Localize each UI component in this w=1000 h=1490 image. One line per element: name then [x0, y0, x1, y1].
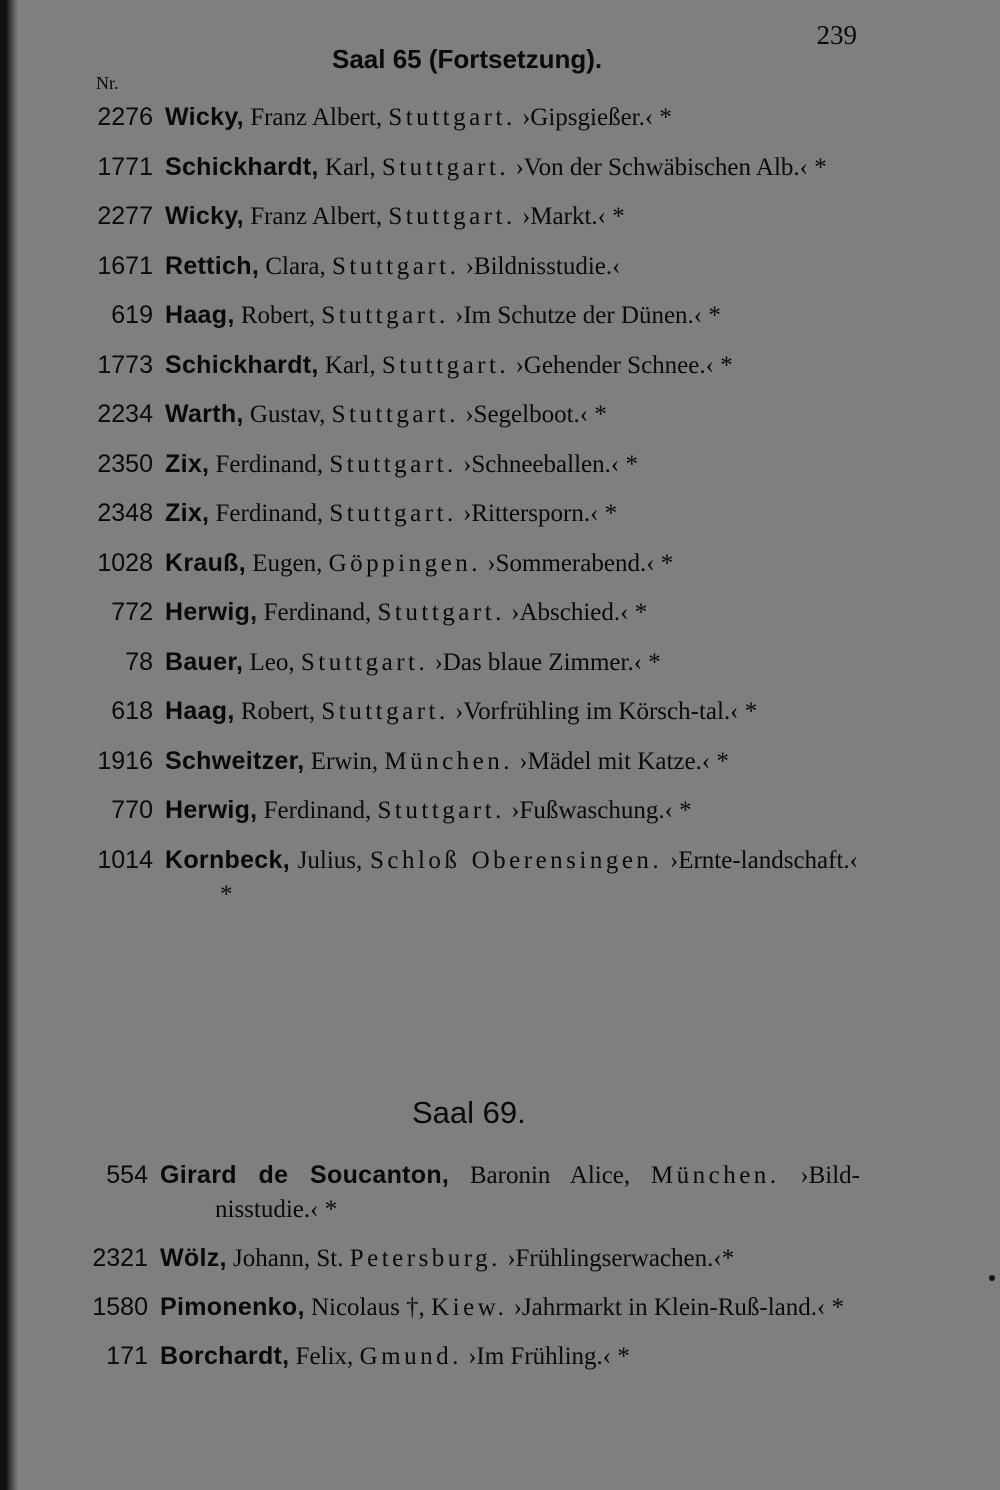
catalog-entry	[0, 595, 1000, 630]
artist-details: Karl,	[318, 153, 382, 181]
artist-details: Julius,	[289, 846, 370, 874]
artwork-title: ›Von der Schwäbischen Alb.‹ *	[509, 153, 827, 181]
artist-name: Schickhardt,	[165, 152, 319, 181]
artist-city: Petersburg.	[349, 1245, 501, 1272]
artwork-title: ›Mädel mit Katze.‹ *	[513, 747, 729, 775]
artist-details: Robert,	[234, 698, 322, 725]
artist-name: Schickhardt,	[165, 350, 319, 379]
catalog-entry	[0, 1290, 1000, 1325]
artwork-title: ›Rittersporn.‹ *	[456, 500, 618, 527]
artist-details: Nicolaus †,	[304, 1294, 432, 1321]
entry-number: 1671	[97, 251, 153, 280]
catalog-entry	[0, 694, 1000, 729]
entry-number: 1580	[92, 1293, 148, 1321]
page-speck	[989, 1275, 995, 1281]
artist-city: München.	[650, 1162, 780, 1189]
catalog-entry	[0, 150, 1000, 185]
artist-city: Stuttgart.	[377, 599, 505, 626]
artist-details: Baronin Alice,	[449, 1162, 651, 1189]
entry-number: 78	[125, 647, 153, 676]
artist-city: Stuttgart.	[388, 203, 516, 230]
entry-number: 2350	[97, 449, 153, 478]
catalog-entry	[0, 348, 1000, 383]
artwork-title: ›Markt.‹ *	[515, 203, 625, 230]
artwork-title: ›Abschied.‹ *	[504, 599, 648, 626]
artist-city: Stuttgart.	[300, 648, 429, 676]
artist-name: Haag,	[165, 697, 235, 725]
artist-name: Pimonenko,	[160, 1293, 305, 1321]
catalog-entry	[0, 793, 1000, 828]
artist-name: Warth,	[165, 400, 244, 428]
artist-city: Stuttgart.	[331, 252, 460, 280]
entry-number: 554	[106, 1161, 148, 1189]
catalog-section-saal-65	[0, 100, 1000, 926]
artist-name: Wicky,	[165, 103, 244, 131]
catalog-entry	[0, 1158, 1000, 1227]
catalog-entry	[0, 199, 1000, 234]
artist-details: Eugen,	[245, 549, 329, 577]
entry-number: 770	[111, 796, 153, 824]
catalog-entry	[0, 496, 1000, 531]
artist-details: Clara,	[259, 252, 332, 280]
artist-name: Schweitzer,	[165, 746, 305, 775]
artist-city: Göppingen.	[328, 549, 481, 577]
artwork-title: ›Jahrmarkt in Klein-Ruß-land.‹ *	[507, 1294, 845, 1321]
artwork-title: ›Bild-nisstudie.‹ *	[215, 1162, 861, 1223]
artwork-title: ›Im Schutze der Dünen.‹ *	[448, 302, 721, 329]
artist-city: Stuttgart.	[377, 797, 505, 824]
catalog-section-saal-69	[0, 1158, 1000, 1388]
artist-name: Bauer,	[165, 647, 244, 676]
artist-city: Stuttgart.	[381, 153, 510, 181]
entry-number: 2321	[92, 1244, 148, 1272]
catalog-entry	[0, 298, 1000, 333]
artwork-title: ›Ernte-landschaft.‹ *	[220, 846, 858, 908]
artwork-title: ›Schneeballen.‹ *	[456, 450, 638, 478]
catalog-entry	[0, 843, 1000, 912]
catalog-entry	[0, 397, 1000, 432]
catalog-entry	[0, 546, 1000, 581]
entry-number: 1028	[97, 548, 153, 577]
column-label: Nr.	[96, 73, 119, 93]
artist-name: Rettich,	[165, 251, 260, 280]
artist-city: Stuttgart.	[388, 104, 516, 131]
artist-name: Wicky,	[165, 202, 244, 230]
section-heading: Saal 65 (Fortsetzung).	[332, 44, 603, 74]
artist-name: Herwig,	[165, 796, 258, 824]
entry-number: 1771	[97, 152, 153, 181]
section-heading: Saal 69.	[412, 1095, 526, 1130]
artist-details: Ferdinand,	[257, 599, 378, 626]
artist-details: Ferdinand,	[209, 500, 330, 527]
artist-city: Stuttgart.	[329, 500, 457, 527]
artist-name: Girard de Soucanton,	[160, 1161, 450, 1189]
artist-city: Kiew.	[431, 1294, 508, 1321]
artist-details: Franz Albert,	[243, 104, 389, 131]
artist-city: Schloß Oberensingen.	[369, 846, 663, 874]
artist-details: Gustav,	[243, 401, 332, 428]
artist-name: Zix,	[165, 499, 210, 527]
entry-number: 2234	[97, 400, 153, 428]
artist-details: Karl,	[318, 351, 382, 379]
artwork-title: ›Frühlingserwachen.‹*	[500, 1245, 735, 1272]
entry-number: 619	[111, 301, 153, 329]
artist-details: Ferdinand,	[209, 450, 330, 478]
artist-name: Wölz,	[160, 1244, 227, 1272]
artwork-title: ›Bildnisstudie.‹	[459, 252, 621, 280]
artist-details: Robert,	[234, 302, 322, 329]
entry-number: 772	[111, 598, 153, 626]
artwork-title: ›Das blaue Zimmer.‹ *	[428, 648, 661, 676]
artist-name: Haag,	[165, 301, 235, 329]
catalog-entry	[0, 1241, 1000, 1276]
artist-city: Stuttgart.	[331, 401, 459, 428]
catalog-entry	[0, 744, 1000, 779]
page-number: 239	[816, 20, 857, 50]
artist-name: Kornbeck,	[165, 845, 290, 874]
catalog-entry	[0, 1339, 1000, 1374]
artist-city: Stuttgart.	[321, 302, 449, 329]
artist-name: Zix,	[165, 449, 210, 478]
artist-details: Felix,	[289, 1343, 360, 1370]
artist-name: Borchardt,	[160, 1342, 290, 1370]
artist-city: Gmund.	[359, 1343, 462, 1370]
entry-number: 2277	[97, 202, 153, 230]
entry-number: 2276	[97, 103, 153, 131]
artwork-title: ›Sommerabend.‹ *	[480, 549, 674, 577]
artist-name: Krauß,	[165, 548, 246, 577]
artist-details: Leo,	[243, 648, 301, 676]
artwork-title: ›Fußwaschung.‹ *	[504, 797, 692, 824]
entry-number: 1773	[97, 350, 153, 379]
artist-city: Stuttgart.	[329, 450, 457, 478]
artwork-title: ›Gipsgießer.‹ *	[515, 104, 672, 131]
artist-city: Stuttgart.	[321, 698, 449, 725]
entry-number: 1916	[97, 746, 153, 775]
artist-details: Erwin,	[304, 747, 385, 775]
catalog-entry	[0, 249, 1000, 284]
artist-city: München.	[384, 747, 514, 775]
artwork-title: ›Vorfrühling im Körsch-tal.‹ *	[448, 698, 758, 725]
artist-details: Franz Albert,	[243, 203, 389, 230]
artwork-title: ›Im Frühling.‹ *	[461, 1343, 630, 1370]
entry-number: 2348	[97, 499, 153, 527]
catalog-entry	[0, 100, 1000, 135]
artwork-title: ›Gehender Schnee.‹ *	[509, 351, 733, 379]
artwork-title: ›Segelboot.‹ *	[458, 401, 607, 428]
catalog-entry	[0, 645, 1000, 680]
entry-number: 171	[106, 1342, 148, 1370]
artist-city: Stuttgart.	[381, 351, 510, 379]
artist-name: Herwig,	[165, 598, 258, 626]
artist-details: Johann, St.	[226, 1245, 350, 1272]
catalog-entry	[0, 447, 1000, 482]
artist-details: Ferdinand,	[257, 797, 378, 824]
entry-number: 618	[111, 697, 153, 725]
entry-number: 1014	[97, 845, 153, 874]
